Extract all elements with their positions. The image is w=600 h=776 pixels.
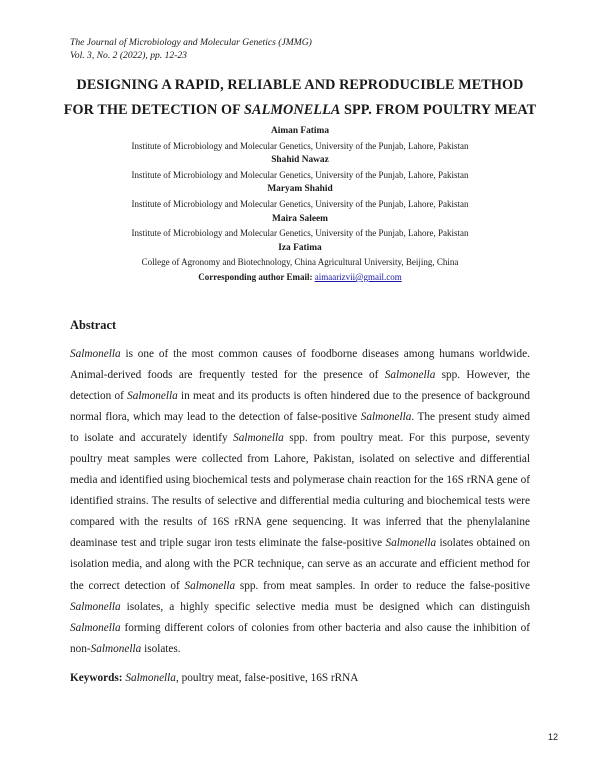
abstract-text-run: forming different colors of colonies from other bacteria and also cause the inhibition of non- [70,621,530,655]
author-affiliation: Institute of Microbiology and Molecular Genetics, University of the Punjab, Lahore, Pakistan [131,169,469,180]
abstract-text-run: isolates, a highly specific selective media must be designed which can distinguish [120,600,530,613]
keywords-label: Keywords: [70,672,123,684]
journal-header [70,37,312,62]
author-affiliation: College of Agronomy and Biotechnology, China Agricultural University, Beijing, China [141,257,459,268]
abstract-text-run: spp. from meat samples. In order to reduce the false-positive [235,579,530,592]
author-name: Maira Saleem [272,213,328,224]
author-affiliation: Institute of Microbiology and Molecular Genetics, University of the Punjab, Lahore, Pakistan [131,228,469,239]
author-affiliation: Institute of Microbiology and Molecular Genetics, University of the Punjab, Lahore, Pakistan [131,198,469,209]
title-genus: SALMONELLA [244,102,341,118]
abstract-heading: Abstract [70,318,117,332]
corresponding-author [40,270,560,285]
corresponding-label: Corresponding author Email: [198,271,313,282]
paper-title-line-1: DESIGNING A RAPID, RELIABLE AND REPRODUCIBLE METHOD [76,77,524,93]
keywords-genus: Salmonella [125,672,176,684]
abstract-genus-term: Salmonella [70,621,121,634]
paper-title-line-2 [40,102,560,119]
abstract-genus-term: Salmonella [127,390,178,403]
author-name: Maryam Shahid [267,184,333,195]
abstract-text-run: isolates. [141,642,181,655]
abstract-genus-term: Salmonella [90,642,142,655]
abstract-genus-term: Salmonella [233,432,284,445]
author-affiliation: Institute of Microbiology and Molecular Genetics, University of the Punjab, Lahore, Pakistan [131,140,469,151]
author-name: Iza Fatima [278,242,322,253]
keywords-list: , poultry meat, false-positive, 16S rRNA [175,672,359,684]
abstract-text-run: in meat and its products is often hindered due to the presence of background normal flora, which may lead to the detection of false-positive [70,390,530,424]
abstract-paragraph [70,344,530,660]
author-list [40,124,560,285]
abstract-body [70,344,530,660]
abstract-text-run: . The present study aimed to isolate and accurately identify [70,411,531,445]
journal-name: The Journal of Microbiology and Molecular Genetics (JMMG) [70,37,312,48]
abstract-genus-term: Salmonella [70,600,121,613]
journal-volume: Vol. 3, No. 2 (2022), pp. 12-23 [70,49,187,61]
author-name: Shahid Nawaz [271,155,329,166]
abstract-text-run: spp. from poultry meat. For this purpose, seventy poultry meat samples were collected from Lahore, Pakistan, isolated on selective and differential media and identified using biochemical tests and polymerase chain reaction for the 16S rRNA gene of identified strains. The results of selective and differential media culturing and biochemical tests were compared with the results of 16S rRNA gene sequencing. It was inferred that the phenylalanine deaminase test and triple sugar iron tests eliminate the false-positive [70,432,530,550]
abstract-genus-term: Salmonella [184,579,236,592]
author-name: Aiman Fatima [270,126,330,136]
abstract-text-run: isolates obtained on isolation media, and along with the PCR technique, can serve as an accurate and efficient method for the correct detection of [70,537,530,592]
title-suffix: SPP. FROM POULTRY MEAT [340,102,537,118]
page-number: 12 [548,732,559,742]
abstract-genus-term: Salmonella [360,411,412,424]
keywords-line [70,672,530,684]
title-prefix: FOR THE DETECTION OF [63,102,245,118]
abstract-text-run: spp. However, the detection of [70,369,531,403]
abstract-genus-term: Salmonella [70,348,121,360]
abstract-text-run: is one of the most common causes of foodborne diseases among humans worldwide. Animal-derived foods are frequently tested for the presence of [70,348,530,382]
abstract-genus-term: Salmonella [385,537,437,550]
corresponding-email-link[interactable]: aimaarizvii@gmail.com [314,271,402,282]
abstract-genus-term: Salmonella [384,369,436,382]
